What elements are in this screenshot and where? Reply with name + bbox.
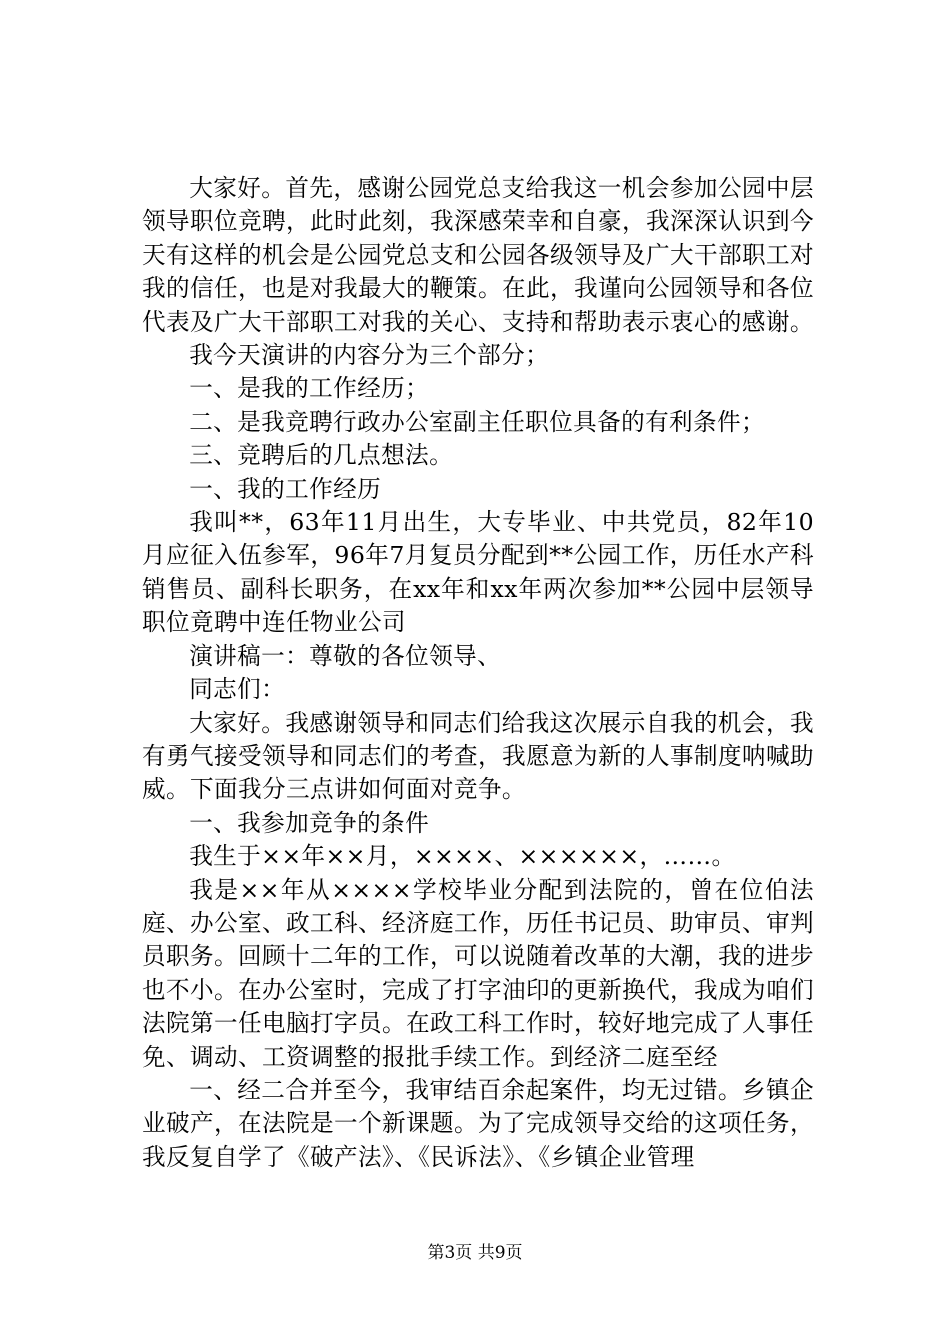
paragraph-outline-item-2: 二、是我竞聘行政办公室副主任职位具备的有利条件； [189,407,766,436]
paragraph-career: 我是××年从××××学校毕业分配到法院的，曾在位伯法庭、办公室、政工科、经济庭工作，历任书记员、助审员、审判员职务。回顾十二年的工作，可以说随着改革的大潮，我的进步也不小。在办公室时，完成了打字油印的更新换代，我成为咱们法院第一任电脑打字员。在政工科工作时，较好地完成了人事任免、调动、工资调整的报批手续工作。到经济二庭至经 [142,875,814,1071]
paragraph-speech-title: 演讲稿一：尊敬的各位领导、 [189,641,502,670]
paragraph-outline-item-1: 一、是我的工作经历； [189,374,430,403]
paragraph-outline-item-3: 三、竞聘后的几点想法。 [189,441,454,470]
paragraph-achievements: 一、经二合并至今，我审结百余起案件，均无过错。乡镇企业破产，在法院是一个新课题。为了完成领导交给的这项任务，我反复自学了《破产法》、《民诉法》、《乡镇企业管理 [142,1075,814,1171]
page-number-footer: 第3页 共9页 [427,1243,523,1263]
section-heading-conditions: 一、我参加竞争的条件 [189,808,430,837]
section-heading-work-history: 一、我的工作经历 [189,474,382,503]
paragraph-salutation: 同志们： [189,675,286,704]
paragraph-work-history: 我叫**，63年11月出生，大专毕业、中共党员，82年10月应征入伍参军，96年7月复员分配到**公园工作，历任水产科销售员、副科长职务，在xx年和xx年两次参加**公园中层领导职位竟聘中连任物业公司 [142,508,814,637]
paragraph-birth: 我生于××年××月，××××、××××××，……。 [189,842,736,871]
paragraph-greeting: 大家好。首先，感谢公园党总支给我这一机会参加公园中层领导职位竞聘，此时此刻，我深感荣幸和自豪，我深深认识到今天有这样的机会是公园党总支和公园各级领导及广大干部职工对我的信任，也是对我最大的鞭策。在此，我谨向公园领导和各位代表及广大干部职工对我的关心、支持和帮助表示衷心的感谢。 [142,174,814,336]
paragraph-outline-intro: 我今天演讲的内容分为三个部分； [189,341,550,370]
document-body [142,172,814,1174]
paragraph-opening: 大家好。我感谢领导和同志们给我这次展示自我的机会，我有勇气接受领导和同志们的考查，我愿意为新的人事制度呐喊助威。下面我分三点讲如何面对竞争。 [142,708,814,804]
